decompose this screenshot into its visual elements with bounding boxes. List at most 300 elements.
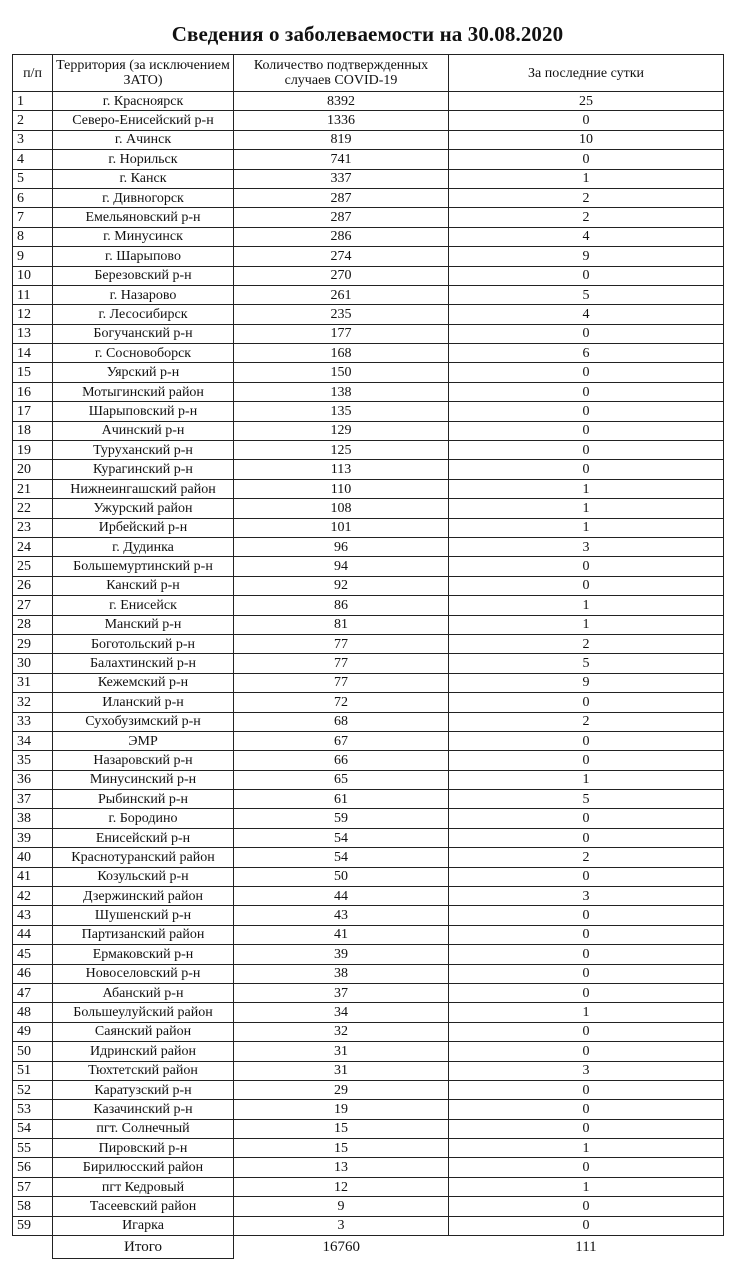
row-number: 11 <box>13 285 53 304</box>
row-number: 26 <box>13 576 53 595</box>
cases-cell: 168 <box>234 344 449 363</box>
cases-cell: 54 <box>234 848 449 867</box>
last-day-cell: 3 <box>449 537 724 556</box>
last-day-cell: 0 <box>449 402 724 421</box>
row-number: 18 <box>13 421 53 440</box>
territory-cell: Ачинский р-н <box>53 421 234 440</box>
row-number: 37 <box>13 790 53 809</box>
last-day-cell: 0 <box>449 1080 724 1099</box>
row-number: 29 <box>13 634 53 653</box>
territory-cell: г. Бородино <box>53 809 234 828</box>
territory-cell: Березовский р-н <box>53 266 234 285</box>
row-number: 56 <box>13 1158 53 1177</box>
row-number: 54 <box>13 1119 53 1138</box>
row-number: 21 <box>13 479 53 498</box>
territory-cell: Иланский р-н <box>53 693 234 712</box>
row-number: 57 <box>13 1177 53 1196</box>
cases-cell: 92 <box>234 576 449 595</box>
last-day-cell: 0 <box>449 1216 724 1235</box>
territory-cell: Абанский р-н <box>53 983 234 1002</box>
row-number: 42 <box>13 887 53 906</box>
table-row <box>13 964 724 983</box>
row-number: 43 <box>13 906 53 925</box>
cases-cell: 41 <box>234 925 449 944</box>
last-day-cell: 0 <box>449 1022 724 1041</box>
cases-cell: 77 <box>234 673 449 692</box>
last-day-cell: 0 <box>449 983 724 1002</box>
last-day-cell: 5 <box>449 285 724 304</box>
last-day-cell: 0 <box>449 945 724 964</box>
morbidity-table <box>12 54 724 1259</box>
cases-cell: 44 <box>234 887 449 906</box>
row-number: 16 <box>13 382 53 401</box>
row-number: 24 <box>13 537 53 556</box>
table-row <box>13 441 724 460</box>
last-day-cell: 6 <box>449 344 724 363</box>
table-row <box>13 247 724 266</box>
table-row <box>13 1042 724 1061</box>
cases-cell: 337 <box>234 169 449 188</box>
territory-cell: Рыбинский р-н <box>53 790 234 809</box>
last-day-cell: 1 <box>449 169 724 188</box>
last-day-cell: 1 <box>449 770 724 789</box>
table-row <box>13 790 724 809</box>
cases-cell: 50 <box>234 867 449 886</box>
territory-cell: г. Ачинск <box>53 130 234 149</box>
table-row <box>13 770 724 789</box>
cases-cell: 101 <box>234 518 449 537</box>
cases-cell: 287 <box>234 188 449 207</box>
territory-cell: Уярский р-н <box>53 363 234 382</box>
territory-cell: Новоселовский р-н <box>53 964 234 983</box>
cases-cell: 235 <box>234 305 449 324</box>
territory-cell: Минусинский р-н <box>53 770 234 789</box>
cases-cell: 31 <box>234 1061 449 1080</box>
table-row <box>13 382 724 401</box>
table-row <box>13 731 724 750</box>
table-row <box>13 945 724 964</box>
table-row <box>13 634 724 653</box>
territory-cell: Богучанский р-н <box>53 324 234 343</box>
cases-cell: 54 <box>234 828 449 847</box>
table-row <box>13 1158 724 1177</box>
row-number: 49 <box>13 1022 53 1041</box>
last-day-cell: 0 <box>449 557 724 576</box>
territory-cell: Нижнеингашский район <box>53 479 234 498</box>
territory-cell: Кежемский р-н <box>53 673 234 692</box>
table-row <box>13 615 724 634</box>
row-number: 2 <box>13 111 53 130</box>
row-number: 25 <box>13 557 53 576</box>
row-number: 34 <box>13 731 53 750</box>
last-day-cell: 0 <box>449 382 724 401</box>
last-day-cell: 0 <box>449 266 724 285</box>
last-day-cell: 3 <box>449 887 724 906</box>
territory-cell: Шушенский р-н <box>53 906 234 925</box>
territory-cell: Казачинский р-н <box>53 1100 234 1119</box>
table-row <box>13 285 724 304</box>
total-last-day: 111 <box>575 1238 597 1255</box>
table-row <box>13 1080 724 1099</box>
row-number: 3 <box>13 130 53 149</box>
last-day-cell: 0 <box>449 867 724 886</box>
cases-cell: 177 <box>234 324 449 343</box>
row-number: 4 <box>13 150 53 169</box>
table-row <box>13 305 724 324</box>
last-day-cell: 1 <box>449 1177 724 1196</box>
row-number: 7 <box>13 208 53 227</box>
last-day-cell: 0 <box>449 324 724 343</box>
cases-cell: 3 <box>234 1216 449 1235</box>
last-day-cell: 9 <box>449 247 724 266</box>
row-number: 33 <box>13 712 53 731</box>
cases-cell: 261 <box>234 285 449 304</box>
cases-cell: 59 <box>234 809 449 828</box>
territory-cell: Енисейский р-н <box>53 828 234 847</box>
last-day-cell: 1 <box>449 1139 724 1158</box>
cases-cell: 29 <box>234 1080 449 1099</box>
total-row <box>13 1236 724 1259</box>
table-body <box>13 92 724 1236</box>
last-day-cell: 0 <box>449 1197 724 1216</box>
last-day-cell: 2 <box>449 848 724 867</box>
row-number: 30 <box>13 654 53 673</box>
row-number: 19 <box>13 441 53 460</box>
territory-cell: пгт. Солнечный <box>53 1119 234 1138</box>
territory-cell: г. Минусинск <box>53 227 234 246</box>
table-row <box>13 92 724 111</box>
cases-cell: 43 <box>234 906 449 925</box>
cases-cell: 72 <box>234 693 449 712</box>
last-day-cell: 0 <box>449 751 724 770</box>
table-row <box>13 111 724 130</box>
last-day-cell: 0 <box>449 731 724 750</box>
table-row <box>13 421 724 440</box>
last-day-cell: 10 <box>449 130 724 149</box>
table-row <box>13 1197 724 1216</box>
table-row <box>13 751 724 770</box>
row-number: 13 <box>13 324 53 343</box>
last-day-cell: 2 <box>449 634 724 653</box>
table-row <box>13 499 724 518</box>
table-row <box>13 1061 724 1080</box>
table-row <box>13 1022 724 1041</box>
last-day-cell: 0 <box>449 363 724 382</box>
territory-cell: Дзержинский район <box>53 887 234 906</box>
territory-cell: Бирилюсский район <box>53 1158 234 1177</box>
territory-cell: Курагинский р-н <box>53 460 234 479</box>
table-row <box>13 460 724 479</box>
cases-cell: 286 <box>234 227 449 246</box>
row-number: 10 <box>13 266 53 285</box>
table-row <box>13 809 724 828</box>
last-day-cell: 5 <box>449 654 724 673</box>
row-number: 15 <box>13 363 53 382</box>
territory-cell: Саянский район <box>53 1022 234 1041</box>
table-row <box>13 906 724 925</box>
table-row <box>13 1003 724 1022</box>
table-row <box>13 1139 724 1158</box>
territory-cell: Канский р-н <box>53 576 234 595</box>
last-day-cell: 0 <box>449 576 724 595</box>
cases-cell: 274 <box>234 247 449 266</box>
table-row <box>13 1216 724 1235</box>
table-row <box>13 169 724 188</box>
row-number: 55 <box>13 1139 53 1158</box>
cases-cell: 12 <box>234 1177 449 1196</box>
territory-cell: Ужурский район <box>53 499 234 518</box>
table-row <box>13 557 724 576</box>
table-row <box>13 828 724 847</box>
territory-cell: г. Лесосибирск <box>53 305 234 324</box>
header-territory: Территория (за исключением ЗАТО) <box>53 55 234 92</box>
territory-cell: Ермаковский р-н <box>53 945 234 964</box>
cases-cell: 270 <box>234 266 449 285</box>
territory-cell: Краснотуранский район <box>53 848 234 867</box>
cases-cell: 34 <box>234 1003 449 1022</box>
row-number: 36 <box>13 770 53 789</box>
territory-cell: Туруханский р-н <box>53 441 234 460</box>
territory-cell: Назаровский р-н <box>53 751 234 770</box>
cases-cell: 38 <box>234 964 449 983</box>
last-day-cell: 1 <box>449 479 724 498</box>
table-row <box>13 344 724 363</box>
cases-cell: 135 <box>234 402 449 421</box>
cases-cell: 13 <box>234 1158 449 1177</box>
table-row <box>13 925 724 944</box>
row-number: 50 <box>13 1042 53 1061</box>
cases-cell: 32 <box>234 1022 449 1041</box>
last-day-cell: 2 <box>449 208 724 227</box>
table-row <box>13 887 724 906</box>
cases-cell: 77 <box>234 634 449 653</box>
territory-cell: г. Норильск <box>53 150 234 169</box>
table-row <box>13 227 724 246</box>
cases-cell: 15 <box>234 1139 449 1158</box>
cases-cell: 129 <box>234 421 449 440</box>
row-number: 48 <box>13 1003 53 1022</box>
last-day-cell: 5 <box>449 790 724 809</box>
table-row <box>13 537 724 556</box>
territory-cell: Пировский р-н <box>53 1139 234 1158</box>
row-number: 35 <box>13 751 53 770</box>
cases-cell: 819 <box>234 130 449 149</box>
last-day-cell: 0 <box>449 1042 724 1061</box>
territory-cell: Каратузский р-н <box>53 1080 234 1099</box>
last-day-cell: 0 <box>449 111 724 130</box>
table-row <box>13 266 724 285</box>
cases-cell: 108 <box>234 499 449 518</box>
last-day-cell: 3 <box>449 1061 724 1080</box>
last-day-cell: 2 <box>449 188 724 207</box>
row-number: 20 <box>13 460 53 479</box>
territory-cell: Емельяновский р-н <box>53 208 234 227</box>
territory-cell: Сухобузимский р-н <box>53 712 234 731</box>
row-number: 47 <box>13 983 53 1002</box>
row-number: 23 <box>13 518 53 537</box>
last-day-cell: 0 <box>449 964 724 983</box>
territory-cell: г. Назарово <box>53 285 234 304</box>
territory-cell: г. Енисейск <box>53 596 234 615</box>
cases-cell: 8392 <box>234 92 449 111</box>
row-number: 41 <box>13 867 53 886</box>
last-day-cell: 2 <box>449 712 724 731</box>
last-day-cell: 0 <box>449 1119 724 1138</box>
territory-cell: Идринский район <box>53 1042 234 1061</box>
cases-cell: 96 <box>234 537 449 556</box>
table-row <box>13 576 724 595</box>
last-day-cell: 0 <box>449 809 724 828</box>
header-last-day: За последние сутки <box>449 55 724 92</box>
cases-cell: 19 <box>234 1100 449 1119</box>
territory-cell: Тасеевский район <box>53 1197 234 1216</box>
cases-cell: 125 <box>234 441 449 460</box>
table-row <box>13 479 724 498</box>
table-row <box>13 693 724 712</box>
territory-cell: Большеулуйский район <box>53 1003 234 1022</box>
row-number: 44 <box>13 925 53 944</box>
row-number: 38 <box>13 809 53 828</box>
cases-cell: 110 <box>234 479 449 498</box>
last-day-cell: 9 <box>449 673 724 692</box>
last-day-cell: 0 <box>449 460 724 479</box>
territory-cell: г. Канск <box>53 169 234 188</box>
last-day-cell: 0 <box>449 906 724 925</box>
row-number: 22 <box>13 499 53 518</box>
territory-cell: Мотыгинский район <box>53 382 234 401</box>
header-number: п/п <box>13 55 53 92</box>
cases-cell: 37 <box>234 983 449 1002</box>
cases-cell: 39 <box>234 945 449 964</box>
last-day-cell: 0 <box>449 925 724 944</box>
row-number: 39 <box>13 828 53 847</box>
last-day-cell: 1 <box>449 518 724 537</box>
table-row <box>13 673 724 692</box>
territory-cell: Манский р-н <box>53 615 234 634</box>
row-number: 46 <box>13 964 53 983</box>
territory-cell: г. Красноярск <box>53 92 234 111</box>
territory-cell: г. Сосновоборск <box>53 344 234 363</box>
cases-cell: 15 <box>234 1119 449 1138</box>
last-day-cell: 1 <box>449 596 724 615</box>
row-number: 12 <box>13 305 53 324</box>
cases-cell: 741 <box>234 150 449 169</box>
last-day-cell: 0 <box>449 693 724 712</box>
table-row <box>13 130 724 149</box>
table-row <box>13 150 724 169</box>
table-row <box>13 596 724 615</box>
cases-cell: 138 <box>234 382 449 401</box>
cases-cell: 1336 <box>234 111 449 130</box>
table-row <box>13 188 724 207</box>
row-number: 32 <box>13 693 53 712</box>
table-row <box>13 402 724 421</box>
cases-cell: 86 <box>234 596 449 615</box>
cases-cell: 81 <box>234 615 449 634</box>
territory-cell: Большемуртинский р-н <box>53 557 234 576</box>
row-number: 8 <box>13 227 53 246</box>
row-number: 31 <box>13 673 53 692</box>
row-number: 53 <box>13 1100 53 1119</box>
territory-cell: Балахтинский р-н <box>53 654 234 673</box>
last-day-cell: 1 <box>449 615 724 634</box>
table-header-row <box>13 55 724 92</box>
table-row <box>13 324 724 343</box>
row-number: 51 <box>13 1061 53 1080</box>
cases-cell: 113 <box>234 460 449 479</box>
cases-cell: 68 <box>234 712 449 731</box>
table-row <box>13 1177 724 1196</box>
cases-cell: 94 <box>234 557 449 576</box>
row-number: 28 <box>13 615 53 634</box>
table-row <box>13 363 724 382</box>
table-row <box>13 518 724 537</box>
last-day-cell: 0 <box>449 1158 724 1177</box>
territory-cell: Северо-Енисейский р-н <box>53 111 234 130</box>
table-row <box>13 983 724 1002</box>
last-day-cell: 4 <box>449 227 724 246</box>
cases-cell: 287 <box>234 208 449 227</box>
row-number: 52 <box>13 1080 53 1099</box>
territory-cell: г. Шарыпово <box>53 247 234 266</box>
total-label: Итого <box>53 1236 234 1259</box>
cases-cell: 66 <box>234 751 449 770</box>
territory-cell: г. Дивногорск <box>53 188 234 207</box>
table-row <box>13 1119 724 1138</box>
territory-cell: Партизанский район <box>53 925 234 944</box>
total-cases: 16760 <box>322 1238 360 1255</box>
row-number: 45 <box>13 945 53 964</box>
row-number: 58 <box>13 1197 53 1216</box>
territory-cell: ЭМР <box>53 731 234 750</box>
cases-cell: 67 <box>234 731 449 750</box>
cases-cell: 77 <box>234 654 449 673</box>
table-row <box>13 208 724 227</box>
cases-cell: 65 <box>234 770 449 789</box>
table-row <box>13 867 724 886</box>
last-day-cell: 0 <box>449 828 724 847</box>
territory-cell: пгт Кедровый <box>53 1177 234 1196</box>
header-cases: Количество подтвержденных случаев COVID-19 <box>234 55 449 92</box>
territory-cell: Ирбейский р-н <box>53 518 234 537</box>
table-row <box>13 1100 724 1119</box>
last-day-cell: 1 <box>449 1003 724 1022</box>
last-day-cell: 0 <box>449 1100 724 1119</box>
last-day-cell: 0 <box>449 150 724 169</box>
document-title: Сведения о заболеваемости на 30.08.2020 <box>171 22 564 46</box>
row-number: 1 <box>13 92 53 111</box>
row-number: 59 <box>13 1216 53 1235</box>
row-number: 14 <box>13 344 53 363</box>
last-day-cell: 1 <box>449 499 724 518</box>
cases-cell: 150 <box>234 363 449 382</box>
territory-cell: Шарыповский р-н <box>53 402 234 421</box>
territory-cell: Козульский р-н <box>53 867 234 886</box>
row-number: 6 <box>13 188 53 207</box>
row-number: 17 <box>13 402 53 421</box>
last-day-cell: 4 <box>449 305 724 324</box>
row-number: 27 <box>13 596 53 615</box>
cases-cell: 9 <box>234 1197 449 1216</box>
table-row <box>13 712 724 731</box>
last-day-cell: 0 <box>449 441 724 460</box>
table-row <box>13 848 724 867</box>
row-number: 9 <box>13 247 53 266</box>
territory-cell: Боготольский р-н <box>53 634 234 653</box>
territory-cell: Тюхтетский район <box>53 1061 234 1080</box>
last-day-cell: 0 <box>449 421 724 440</box>
row-number: 5 <box>13 169 53 188</box>
